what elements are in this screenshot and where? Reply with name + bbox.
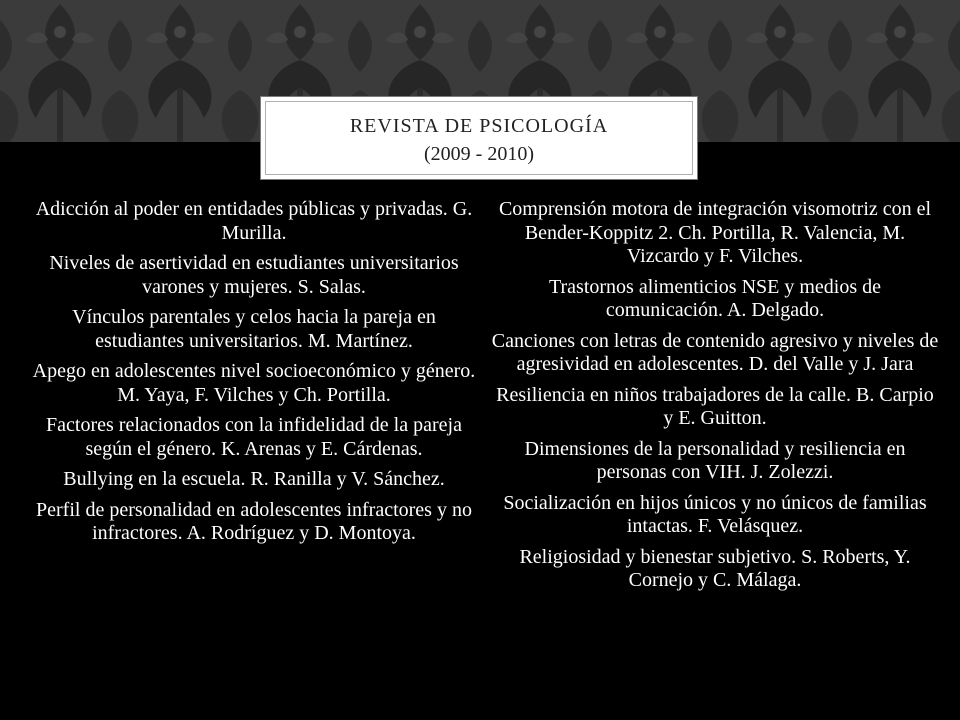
left-column [30,198,478,553]
list-item: Niveles de asertividad en estudiantes universitarios varones y mujeres. S. Salas. [49,252,459,298]
slide-subtitle-years: (2009 - 2010) [424,143,534,165]
list-item: Factores relacionados con la infidelidad de la pareja según el género. K. Arenas y E. Cárdenas. [46,414,462,460]
list-item: Religiosidad y bienestar subjetivo. S. Roberts, Y. Cornejo y C. Málaga. [519,545,911,591]
list-item: Apego en adolescentes nivel socioeconómico y género. M. Yaya, F. Vilches y Ch. Portilla. [32,360,476,406]
list-item: Bullying en la escuela. R. Ranilla y V. Sánchez. [63,468,445,490]
slide-title: REVISTA DE PSICOLOGÍA [349,115,609,137]
list-item: Canciones con letras de contenido agresivo y niveles de agresividad en adolescentes. D. del Valle y J. Jara [491,329,939,375]
list-item: Perfil de personalidad en adolescentes infractores y no infractores. A. Rodríguez y D. Montoya. [36,498,472,544]
list-item: Socialización en hijos únicos y no únicos de familias intactas. F. Velásquez. [503,491,927,537]
title-box [260,96,698,180]
list-item: Dimensiones de la personalidad y resiliencia en personas con VIH. J. Zolezzi. [524,437,906,483]
list-item: Comprensión motora de integración visomotriz con el Bender-Koppitz 2. Ch. Portilla, R. Valencia, M. Vizcardo y F. Vilches. [498,198,932,267]
list-item: Vínculos parentales y celos hacia la pareja en estudiantes universitarios. M. Martínez. [72,306,436,352]
list-item: Resiliencia en niños trabajadores de la calle. B. Carpio y E. Guitton. [496,383,934,429]
list-item: Adicción al poder en entidades públicas y privadas. G. Murilla. [35,198,473,244]
list-item: Trastornos alimenticios NSE y medios de comunicación. A. Delgado. [548,275,882,321]
right-column [490,198,940,600]
